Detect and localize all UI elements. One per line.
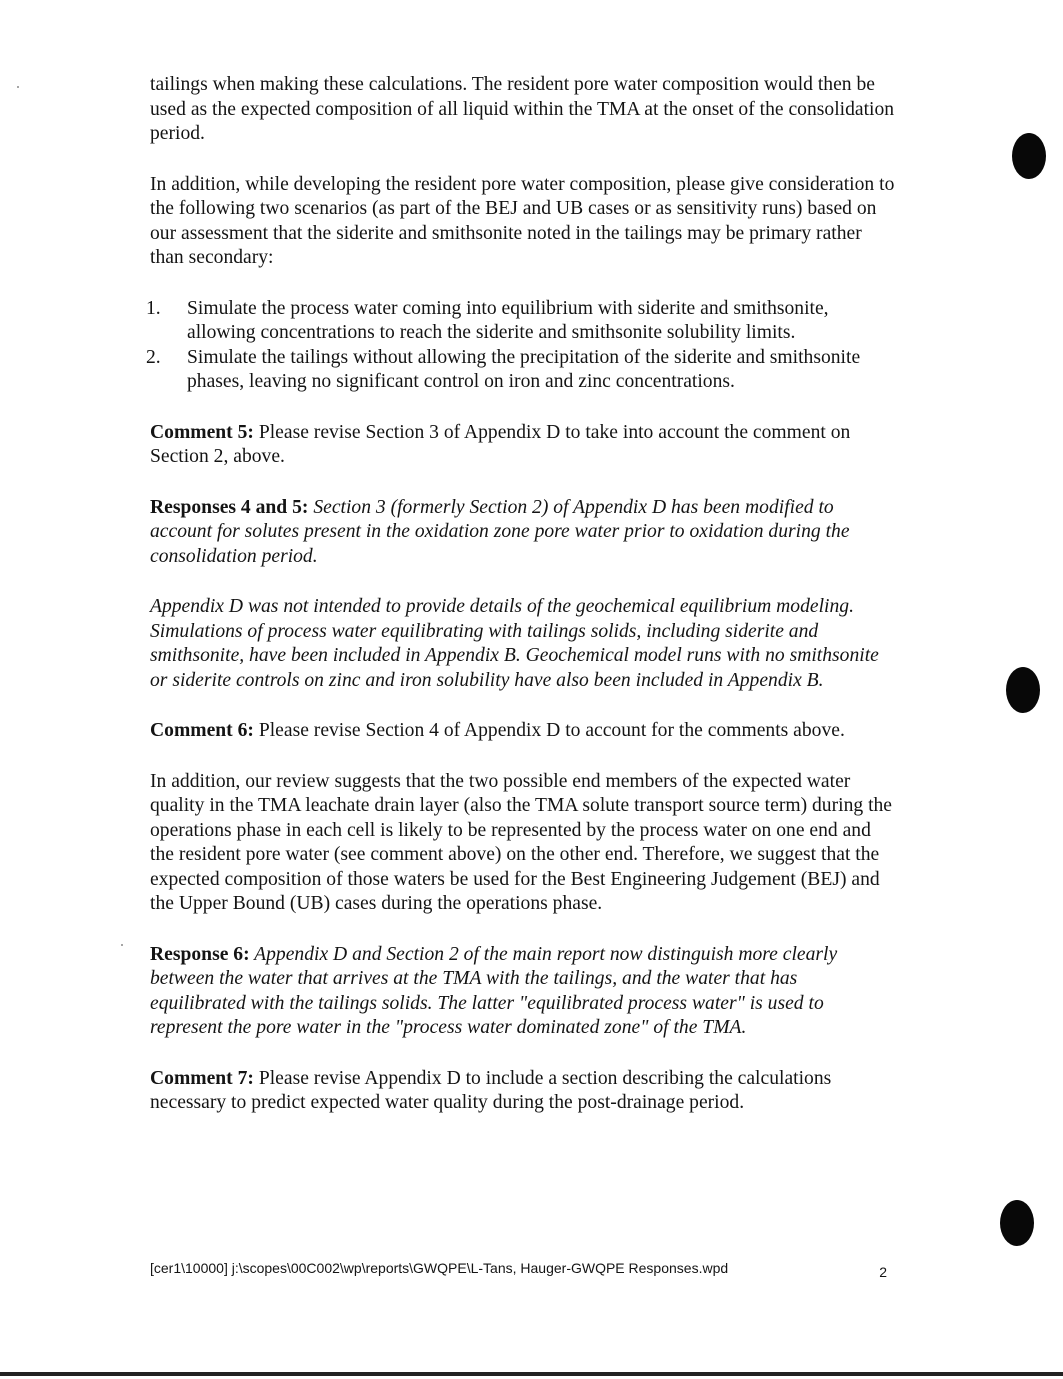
comment-label: Comment 5: [150, 421, 254, 443]
list-item [146, 346, 895, 395]
response-6 [150, 943, 895, 1041]
paragraph-appendix-d: Appendix D was not intended to provide details of the geochemical equilibrium modeling. Simulations of process water equilibrating with tailings solids, including siderite and smithsonite, have been included in Appendix B. Geochemical model runs with no smithsonite or siderite controls on zinc and iron solubility have also been included in Appendix B. [150, 596, 879, 691]
paragraph-end-members: In addition, our review suggests that the two possible end members of the expected water quality in the TMA leachate drain layer (also the TMA solute transport source term) during the operations phase in each cell is likely to be represented by the process water on one end and the resident pore water (see comment above) on the other end. Therefore, we suggest that the expected composition of those waters be used for the Best Engineering Judgement (BEJ) and the Upper Bound (UB) cases during the operations phase. [150, 770, 893, 914]
response-text: Appendix D and Section 2 of the main report now distinguish more clearly between the water that arrives at the TMA with the tailings, and the water that has equilibrated with the tailings solids. The latter "equilibrated process water" is used to represent the pore water in the "process water dominated zone" of the TMA. [150, 943, 838, 1038]
scan-edge-line [0, 1372, 1063, 1376]
list-text: Simulate the tailings without allowing the precipitation of the siderite and smithsonite phases, leaving no significant control on iron and zinc concentrations. [187, 346, 861, 392]
response-label: Responses 4 and 5: [150, 496, 309, 518]
comment-label: Comment 7: [150, 1067, 254, 1089]
comment-label: Comment 6: [150, 720, 254, 741]
comment-text: Please revise Section 4 of Appendix D to account for the comments above. [253, 720, 845, 741]
document-body [146, 73, 895, 1142]
responses-4-5 [150, 496, 895, 570]
scan-speck [121, 944, 123, 946]
list-number: 2. [146, 346, 161, 368]
scenario-list [146, 297, 895, 395]
comment-text: Please revise Appendix D to include a section describing the calculations necessary to predict expected water quality during the post-drainage period. [150, 1067, 832, 1113]
list-text: Simulate the process water coming into equilibrium with siderite and smithsonite, allowing concentrations to reach the siderite and smithsonite solubility limits. [187, 297, 829, 343]
comment-7 [150, 1067, 895, 1116]
page-footer [150, 1260, 895, 1280]
list-item [146, 297, 895, 346]
comment-5 [150, 421, 895, 470]
punch-hole-mark [1012, 133, 1046, 179]
comment-text: Please revise Section 3 of Appendix D to take into account the comment on Section 2, above. [150, 421, 851, 467]
response-text: Section 3 (formerly Section 2) of Appendix D has been modified to account for solutes present in the oxidation zone pore water prior to oxidation during the consolidation period. [150, 496, 850, 567]
list-number: 1. [146, 297, 161, 319]
paragraph-tailings: tailings when making these calculations. The resident pore water composition would then be used as the expected composition of all liquid within the TMA at the onset of the consolidation period. [150, 74, 895, 144]
punch-hole-mark [1006, 667, 1040, 713]
scan-speck [17, 86, 19, 88]
file-path: [cer1\10000] j:\scopes\00C002\wp\reports\GWQPE\L-Tans, Hauger-GWQPE Responses.wpd [150, 1260, 729, 1276]
page-number: 2 [879, 1264, 887, 1280]
comment-6 [150, 719, 895, 744]
paragraph-addition: In addition, while developing the resident pore water composition, please give consideration to the following two scenarios (as part of the BEJ and UB cases or as sensitivity runs) based on our assessment that the siderite and smithsonite noted in the tailings may be primary rather than secondary: [150, 173, 895, 268]
response-label: Response 6: [150, 943, 250, 965]
punch-hole-mark [1000, 1200, 1034, 1246]
